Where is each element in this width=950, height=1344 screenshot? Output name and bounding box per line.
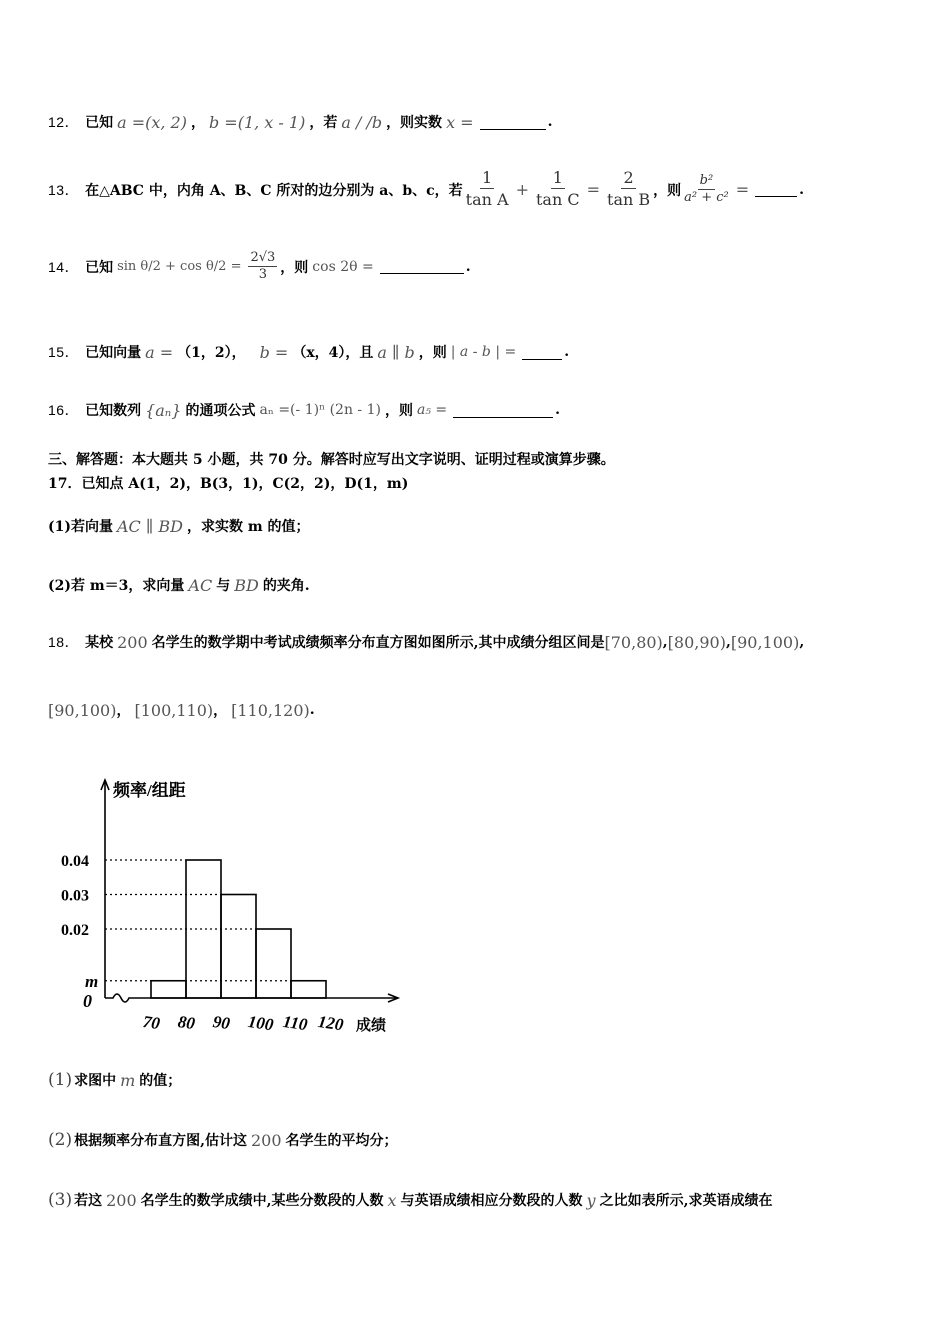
q14-end: .	[465, 258, 471, 275]
q18-p3-text-2: 名学生的数学成绩中,某些分数段的人数	[140, 1193, 384, 1209]
q12-text-2: ，若	[309, 115, 338, 131]
q15-vector-a: a =	[145, 342, 174, 362]
q12-answer-blank[interactable]	[480, 115, 546, 130]
q14-cos: cos 2θ =	[312, 258, 374, 275]
q15-number: 15．	[48, 344, 80, 360]
q12-number: 12．	[48, 114, 80, 130]
q13-f1-num: 1	[482, 168, 493, 187]
q18-end: .	[309, 702, 315, 718]
question-16	[48, 400, 560, 420]
q16-text-1: 已知数列	[85, 403, 142, 419]
q17-p1-text-2: ，求实数 m 的值；	[186, 519, 310, 535]
q18-text-1: 某校	[85, 635, 114, 651]
q14-number: 14．	[48, 258, 80, 275]
q12-comma: ，	[190, 115, 205, 131]
q18-p2-text-2: 名学生的平均分；	[285, 1133, 398, 1149]
q18-p3-text-1: 若这	[74, 1193, 103, 1209]
question-14	[48, 250, 471, 283]
q17-p1-text-1: (1)若向量	[48, 519, 113, 535]
q17-p2-text-3: 的夹角.	[262, 578, 310, 594]
y-tick-label: 0.04	[61, 853, 89, 870]
q15-parallel: a ∥ b	[377, 342, 415, 362]
q18-interval-2: [80,90)	[667, 632, 726, 652]
q13-text-2: ，则	[653, 182, 682, 199]
q15-text-2: ，则	[418, 345, 447, 361]
q18-stem-line-2	[48, 700, 315, 720]
q18-comma-2: ,	[725, 634, 731, 650]
q17-part-2	[48, 575, 310, 595]
origin-label: 0	[83, 991, 92, 1011]
q13-fraction-3	[607, 168, 650, 211]
q13-number: 13．	[48, 181, 80, 198]
q13-text-1: 在△ABC 中，内角 A、B、C 所对的边分别为 a、b、c，若	[85, 182, 463, 199]
q14-lhs: sin θ/2 + cos θ/2 =	[117, 259, 242, 274]
q18-200: 200	[117, 632, 148, 652]
q14-frac-num: 2√3	[250, 250, 276, 265]
q13-f1-den: tan A	[465, 190, 509, 209]
q17-p2-ac: AC	[188, 575, 213, 595]
q18-text-2: 名学生的数学期中考试成绩频率分布直方图如图所示,其中成绩分组区间是	[151, 635, 605, 651]
q15-answer-blank[interactable]	[522, 345, 562, 360]
q16-formula: aₙ =(- 1)ⁿ (2n - 1)	[259, 402, 381, 418]
frequency-histogram	[40, 762, 420, 1042]
q13-f2-num: 1	[552, 168, 563, 187]
q18-part-3	[48, 1190, 772, 1210]
q16-answer-blank[interactable]	[453, 403, 553, 418]
q13-equals-2: =	[735, 180, 750, 199]
q15-abs: | a - b | =	[450, 344, 517, 360]
q18-comma-5: ，	[213, 703, 228, 719]
y-tick-label: 0.03	[61, 887, 89, 905]
q17-p2-bd: BD	[234, 575, 259, 595]
q12-vector-b: b =(1, x - 1)	[208, 112, 306, 132]
q18-stem-line-1	[48, 632, 804, 652]
histogram-bar	[151, 981, 186, 998]
q17-part-1	[48, 516, 310, 536]
q13-f4-den: a² + c²	[684, 190, 729, 205]
y-tick-label: 0.02	[61, 922, 89, 939]
q15-end: .	[564, 344, 570, 360]
q17-stem: 17．已知点 A(1，2)，B(3，1)，C(2，2)，D(1，m)	[48, 476, 409, 492]
q15-vector-b: b =	[259, 342, 289, 362]
q15-value-b: （x，4），且	[292, 345, 374, 361]
q18-p1-number: (1)	[48, 1070, 73, 1090]
q18-comma-1: ,	[662, 634, 668, 650]
q18-p3-200: 200	[106, 1190, 137, 1210]
q17-p2-text-1: (2)若 m＝3，求向量	[48, 578, 185, 594]
q13-f3-den: tan B	[607, 190, 651, 209]
q16-text-2: 的通项公式	[185, 403, 256, 419]
q13-plus: +	[515, 180, 529, 199]
q18-part-1	[48, 1070, 181, 1090]
q18-number: 18．	[48, 634, 80, 650]
q16-end: .	[555, 402, 560, 418]
x-tick-label: 90	[211, 1011, 232, 1034]
histogram-bar	[256, 929, 291, 998]
x-tick-label: 100	[246, 1011, 275, 1035]
q18-p2-text-1: 根据频率分布直方图,估计这	[74, 1133, 247, 1149]
q15-text-1: 已知向量	[85, 345, 142, 361]
x-tick-label: 110	[281, 1011, 309, 1035]
q18-p2-200: 200	[250, 1130, 282, 1150]
q12-parallel: a / /b	[341, 112, 383, 132]
histogram-bar	[291, 981, 326, 998]
q18-interval-4: [90,100)	[48, 700, 117, 720]
q16-text-3: ，则	[384, 403, 413, 419]
q18-p1-text-1: 求图中	[74, 1073, 117, 1089]
q13-f3-num: 2	[623, 168, 634, 187]
question-15	[48, 342, 569, 362]
x-tick-label: 120	[316, 1011, 345, 1035]
q16-sequence: {aₙ}	[145, 400, 182, 420]
q18-p3-y: y	[586, 1190, 596, 1210]
q18-interval-5: [100,110)	[134, 700, 214, 720]
q14-answer-blank[interactable]	[380, 259, 464, 274]
q14-text-1: 已知	[85, 259, 114, 276]
histogram-bar	[221, 895, 256, 999]
q12-end: .	[547, 114, 553, 130]
q13-fraction-1	[466, 168, 509, 211]
q16-number: 16．	[48, 402, 80, 418]
q18-interval-3: [90,100)	[730, 632, 800, 652]
section-heading: 三、解答题：本大题共 5 小题，共 70 分。解答时应写出文字说明、证明过程或演算步骤。	[48, 452, 615, 468]
q14-fraction	[248, 250, 277, 283]
q18-p3-text-3: 与英语成绩相应分数段的人数	[400, 1193, 583, 1209]
q17-p2-text-2: 与	[216, 578, 231, 594]
question-13	[48, 168, 804, 211]
q13-end: .	[799, 181, 805, 198]
q13-f4-num: b²	[699, 173, 714, 188]
q18-p3-x: x	[387, 1190, 397, 1210]
x-tick-label: 70	[141, 1011, 162, 1034]
q18-part-2	[48, 1130, 398, 1150]
q17-p1-math: AC ∥ BD	[117, 516, 183, 536]
q16-a5: a₅ =	[416, 402, 448, 418]
q15-value-a: （1，2），	[177, 345, 246, 361]
y-axis-label: 频率/组距	[113, 781, 186, 800]
q18-p2-number: (2)	[48, 1130, 73, 1150]
question-12	[48, 112, 552, 132]
q13-answer-blank[interactable]	[755, 182, 797, 197]
q13-f2-den: tan C	[536, 190, 580, 209]
q12-vector-a: a =(x, 2)	[117, 112, 187, 132]
q12-text-3: ，则实数	[386, 115, 443, 131]
q18-interval-6: [110,120)	[231, 700, 310, 720]
x-tick-label: 80	[176, 1011, 197, 1034]
q18-p3-text-4: 之比如表所示,求英语成绩在	[599, 1193, 773, 1209]
q13-fraction-2	[536, 168, 580, 211]
q18-interval-1: [70,80)	[604, 632, 663, 652]
q13-fraction-4	[684, 173, 729, 206]
q12-text-1: 已知	[85, 115, 114, 131]
q18-p1-text-2: 的值；	[139, 1073, 182, 1089]
y-tick-label: m	[85, 971, 99, 991]
q14-text-2: ，则	[280, 259, 309, 276]
q18-p1-m: m	[120, 1070, 136, 1090]
q18-comma-4: ，	[116, 703, 131, 719]
x-axis-label: 成绩	[356, 1018, 387, 1034]
q18-comma-3: ,	[799, 634, 805, 650]
q13-equals: =	[586, 180, 601, 199]
q18-p3-number: (3)	[48, 1190, 73, 1210]
q12-x-eq: x =	[446, 112, 474, 132]
q14-frac-den: 3	[258, 267, 268, 282]
